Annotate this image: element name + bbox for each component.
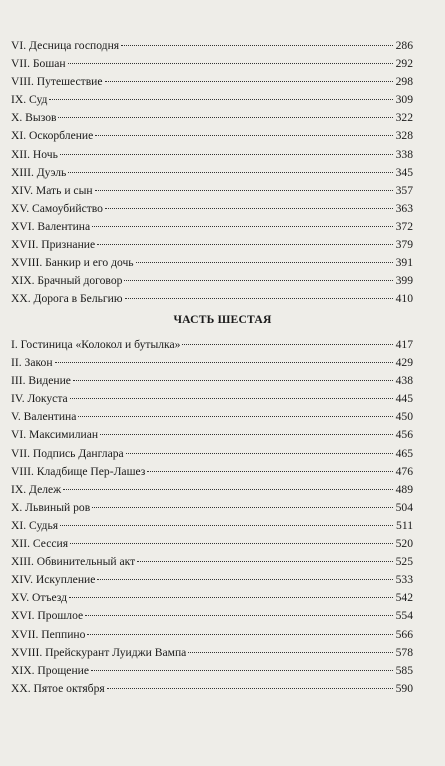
toc-entry-page-number: 438	[395, 374, 413, 388]
dot-leader	[70, 388, 393, 399]
toc-entry-title: XI. Оскорбление	[11, 129, 94, 143]
toc-entry-page-number: 309	[395, 93, 413, 107]
toc-entry-page-number: 379	[395, 238, 413, 252]
toc-entry-title: XVII. Пеппино	[11, 627, 86, 641]
dot-leader	[107, 678, 393, 689]
toc-entry-page-number: 578	[395, 645, 413, 659]
dot-leader	[60, 515, 393, 526]
toc-entry-page-number: 504	[395, 500, 413, 514]
dot-leader	[126, 443, 393, 454]
dot-leader	[68, 162, 393, 173]
toc-entry-title: X. Львиный ров	[11, 500, 91, 514]
dot-leader	[124, 270, 393, 281]
dot-leader	[105, 71, 393, 82]
toc-entry-page-number: 456	[395, 428, 413, 442]
dot-leader	[91, 660, 393, 671]
toc-entry-title: IV. Локуста	[11, 392, 68, 406]
dot-leader	[70, 533, 393, 544]
toc-entry-page-number: 476	[395, 464, 413, 478]
toc-entry-title: XX. Пятое октября	[11, 681, 105, 695]
toc-entry-page-number: 525	[395, 555, 413, 569]
dot-leader	[125, 288, 393, 299]
toc-entry-page-number: 450	[395, 410, 413, 424]
toc-entry-title: XV. Отъезд	[11, 591, 68, 605]
dot-leader	[97, 234, 393, 245]
dot-leader	[55, 352, 393, 363]
toc-entry-title: XVI. Валентина	[11, 219, 91, 233]
dot-leader	[97, 569, 393, 580]
dot-leader	[68, 53, 393, 64]
toc-entry-title: XII. Сессия	[11, 537, 69, 551]
toc-entry-page-number: 585	[395, 663, 413, 677]
toc-entry-page-number: 511	[396, 518, 413, 532]
toc-entry-title: III. Видение	[11, 374, 71, 388]
toc-entry-page-number: 533	[395, 573, 413, 587]
toc-entry-page-number: 345	[395, 165, 413, 179]
toc-entry	[11, 680, 413, 698]
dot-leader	[137, 551, 393, 562]
toc-entry-page-number: 357	[395, 183, 413, 197]
dot-leader	[136, 252, 393, 263]
toc-list-part-six	[11, 336, 413, 698]
toc-entry-page-number: 465	[395, 446, 413, 460]
toc-entry-page-number: 417	[395, 338, 413, 351]
toc-entry-title: XIX. Брачный договор	[11, 274, 123, 288]
toc-entry-title: XIX. Прощение	[11, 663, 89, 677]
toc-entry-page-number: 286	[395, 39, 413, 52]
toc-entry-title: XV. Самоубийство	[11, 201, 103, 215]
toc-entry-title: XVIII. Банкир и его дочь	[11, 256, 134, 270]
dot-leader	[147, 461, 393, 472]
toc-entry	[11, 290, 413, 308]
toc-entry-page-number: 322	[395, 111, 413, 125]
toc-entry-title: VIII. Кладбище Пер-Лашез	[11, 464, 146, 478]
toc-entry-page-number: 429	[395, 356, 413, 370]
toc-entry-title: V. Валентина	[11, 410, 77, 424]
toc-entry-title: I. Гостиница «Колокол и бутылка»	[11, 338, 181, 351]
dot-leader	[60, 144, 393, 155]
dot-leader	[63, 479, 393, 490]
toc-entry-page-number: 372	[395, 219, 413, 233]
toc-entry-title: XIV. Искупление	[11, 573, 96, 587]
toc-entry-page-number: 566	[395, 627, 413, 641]
dot-leader	[58, 107, 393, 118]
dot-leader	[49, 89, 393, 100]
toc-entry-page-number: 399	[395, 274, 413, 288]
dot-leader	[182, 334, 393, 345]
dot-leader	[92, 216, 393, 227]
toc-entry-page-number: 554	[395, 609, 413, 623]
toc-entry-title: XI. Судья	[11, 518, 59, 532]
toc-entry-title: VI. Десница господня	[11, 39, 120, 52]
toc-entry-page-number: 489	[395, 482, 413, 496]
toc-entry-page-number: 542	[395, 591, 413, 605]
dot-leader	[73, 370, 393, 381]
toc-entry-title: XIV. Мать и сын	[11, 183, 93, 197]
part-heading: ЧАСТЬ ШЕСТАЯ	[173, 313, 272, 326]
toc-entry-title: VI. Максимилиан	[11, 428, 99, 442]
toc-entry-page-number: 590	[395, 681, 413, 695]
dot-leader	[121, 35, 393, 46]
toc-entry-title: IX. Суд	[11, 93, 48, 107]
dot-leader	[92, 497, 393, 508]
toc-entry-title: VIII. Путешествие	[11, 75, 103, 89]
dot-leader	[188, 642, 393, 653]
dot-leader	[87, 624, 393, 635]
toc-entry-title: XVIII. Прейскурант Луиджи Вампа	[11, 645, 187, 659]
dot-leader	[78, 406, 393, 417]
toc-entry-page-number: 363	[395, 201, 413, 215]
toc-entry-page-number: 338	[395, 147, 413, 161]
toc-entry-page-number: 391	[395, 256, 413, 270]
toc-entry-page-number: 410	[395, 292, 413, 306]
toc-entry-page-number: 445	[395, 392, 413, 406]
toc-entry-title: VII. Подпись Данглара	[11, 446, 124, 460]
dot-leader	[105, 198, 393, 209]
toc-entry-title: XII. Ночь	[11, 147, 58, 161]
toc-entry-page-number: 328	[395, 129, 413, 143]
toc-entry-page-number: 298	[395, 75, 413, 89]
toc-entry-title: XIII. Дуэль	[11, 165, 67, 179]
toc-list-part-five	[11, 37, 413, 308]
toc-entry-title: XIII. Обвинительный акт	[11, 555, 136, 569]
toc-entry-title: XX. Дорога в Бельгию	[11, 292, 123, 306]
dot-leader	[95, 180, 393, 191]
dot-leader	[85, 605, 393, 616]
toc-entry-title: X. Вызов	[11, 111, 57, 125]
toc-entry-title: VII. Бошан	[11, 57, 66, 71]
dot-leader	[69, 587, 393, 598]
toc-entry-title: XVI. Прошлое	[11, 609, 84, 623]
dot-leader	[95, 125, 393, 136]
toc-entry-page-number: 292	[395, 57, 413, 71]
dot-leader	[100, 424, 393, 435]
toc-entry-title: XVII. Признание	[11, 238, 96, 252]
toc-entry-title: II. Закон	[11, 356, 53, 370]
toc-entry-page-number: 520	[395, 537, 413, 551]
toc-entry-title: IX. Дележ	[11, 482, 62, 496]
